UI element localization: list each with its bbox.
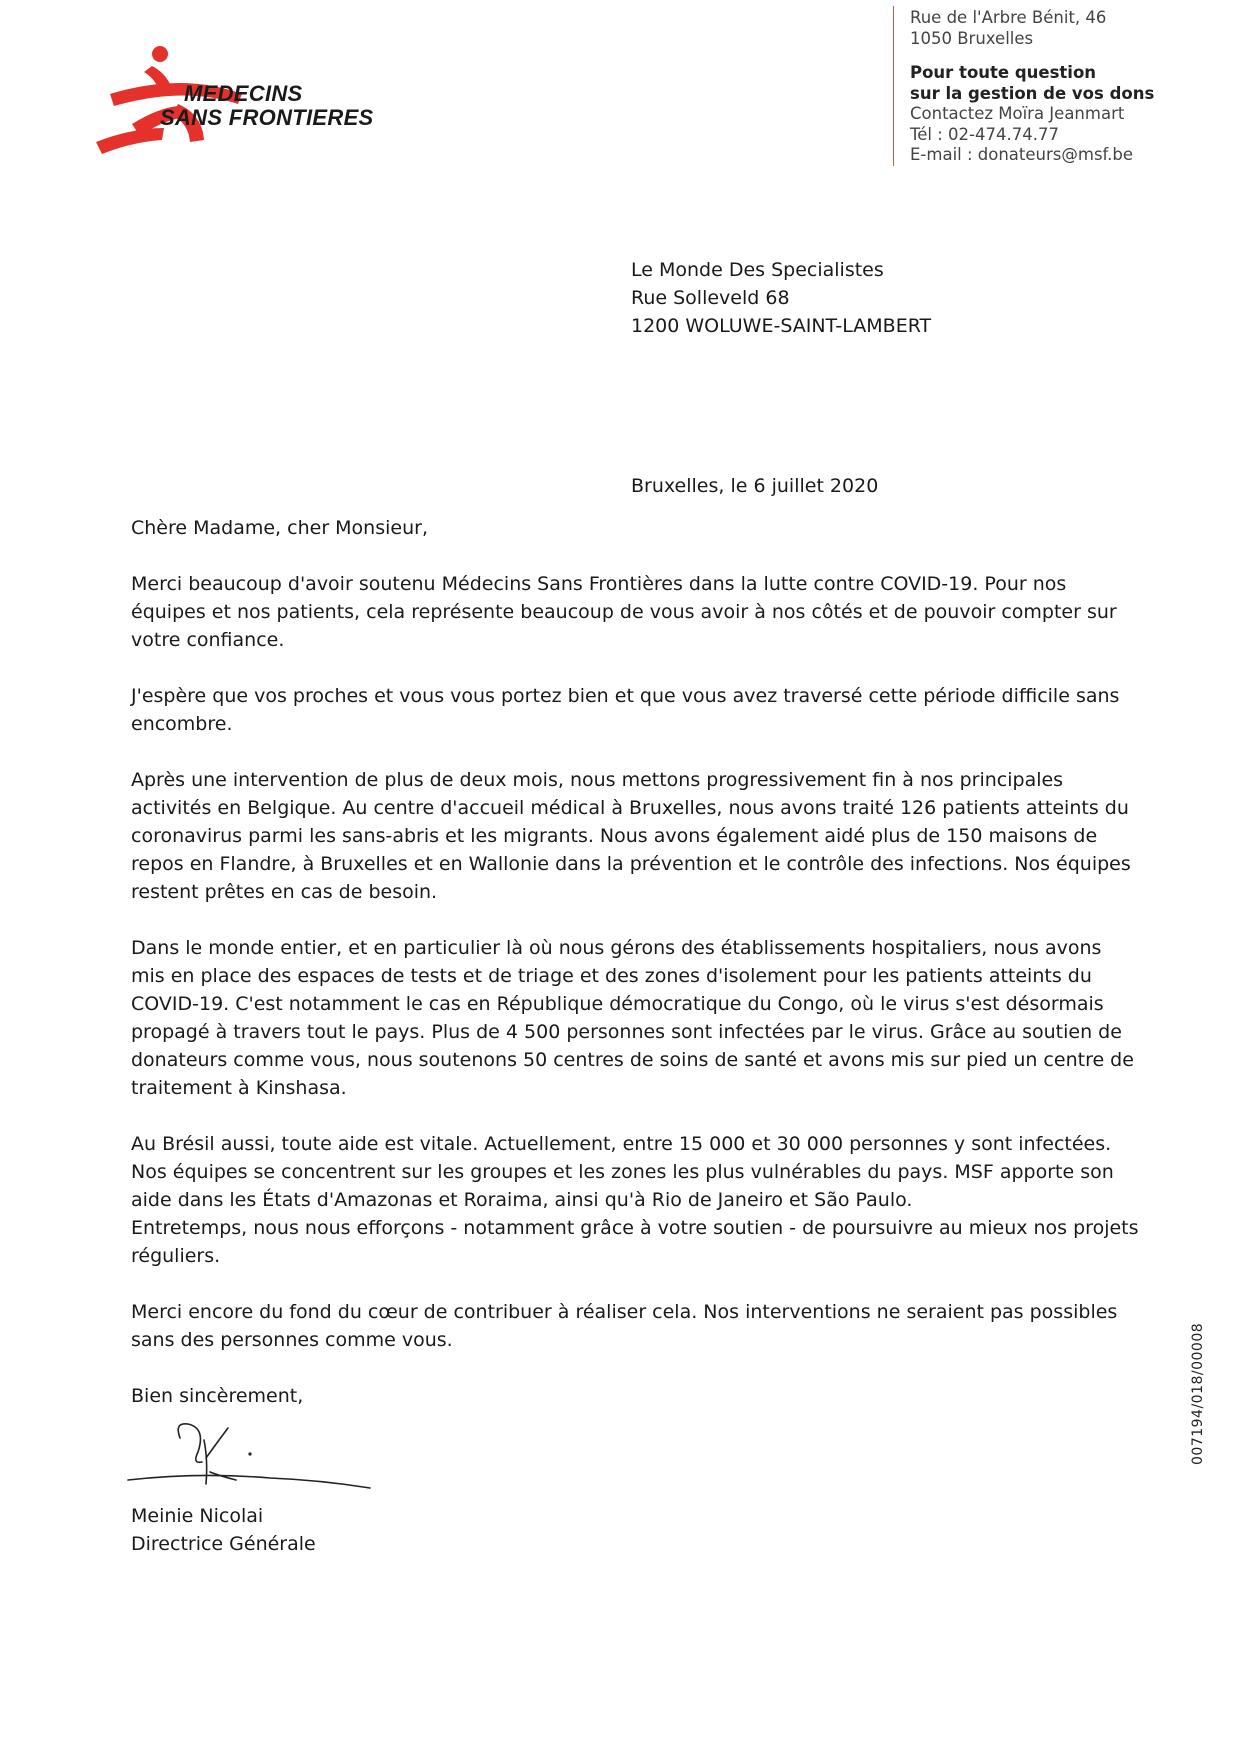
paragraph-brazil xyxy=(131,1130,1141,1270)
msf-wordmark xyxy=(160,82,374,130)
question-heading-line2: sur la gestion de vos dons xyxy=(910,83,1155,103)
paragraph-brazil-text: Au Brésil aussi, toute aide est vitale. Actuellement, entre 15 000 et 30 000 personnes y sont infectées. Nos équipes se concentrent sur les groupes et les zones les plus vulnérables du pays. MSF apporte son aide dans les États d'Amazonas et Roraima, ainsi qu'à Rio de Janeiro et São Paulo. xyxy=(131,1133,1114,1211)
sender-address-line2: 1050 Bruxelles xyxy=(910,28,1034,48)
signer-block xyxy=(131,1502,316,1558)
contact-email: E-mail : donateurs@msf.be xyxy=(910,145,1134,164)
contact-person: Contactez Moïra Jeanmart xyxy=(910,104,1125,123)
signer-name: Meinie Nicolai xyxy=(131,1505,264,1527)
salutation: Chère Madame, cher Monsieur, xyxy=(131,517,428,539)
question-heading-line1: Pour toute question xyxy=(910,63,1097,82)
paragraph-belgium: Après une intervention de plus de deux mois, nous mettons progressivement fin à nos principales activités en Belgique. Au centre d'accueil médical à Bruxelles, nous avons traité 126 patients atteints du coronavirus parmi les sans-abris et les migrants. Nous avons également aidé plus de 150 maisons de repos en Flandre, à Bruxelles et en Wallonie dans la prévention et le contrôle des infections. Nos équipes restent prêtes en cas de besoin. xyxy=(131,769,1131,903)
paragraph-wellbeing: J'espère que vos proches et vous vous portez bien et que vous avez traversé cette période difficile sans encombre. xyxy=(131,685,1120,735)
paragraph-closing: Merci encore du fond du cœur de contribuer à réaliser cela. Nos interventions ne seraient pas possibles sans des personnes comme vous. xyxy=(131,1301,1118,1351)
contact-phone: Tél : 02-474.74.77 xyxy=(910,124,1059,144)
letter-date: Bruxelles, le 6 juillet 2020 xyxy=(631,475,879,497)
paragraph-brazil-continued: Entretemps, nous nous efforçons - notamment grâce à votre soutien - de poursuivre au mieux nos projets réguliers. xyxy=(131,1217,1139,1267)
reference-code: 007194/018/00008 xyxy=(1190,1322,1206,1465)
recipient-city: 1200 WOLUWE-SAINT-LAMBERT xyxy=(631,315,932,337)
sender-info xyxy=(910,8,1230,166)
handwritten-signature xyxy=(120,1414,390,1504)
recipient-name: Le Monde Des Specialistes xyxy=(631,259,884,281)
letter-body xyxy=(131,514,1141,1438)
signer-title: Directrice Générale xyxy=(131,1533,316,1555)
signoff: Bien sincèrement, xyxy=(131,1385,304,1407)
recipient-address xyxy=(631,256,931,340)
recipient-street: Rue Solleveld 68 xyxy=(631,287,790,309)
paragraph-world: Dans le monde entier, et en particulier là où nous gérons des établissements hospitaliers, nous avons mis en place des espaces de tests et de triage et des zones d'isolement pour les patients atteints du COVID-19. C'est notamment le cas en République démocratique du Congo, où le virus s'est désormais propagé à travers tout le pays. Plus de 4 500 personnes sont infectées par le virus. Grâce au soutien de donateurs comme vous, nous soutenons 50 centres de soins de santé et avons mis sur pied un centre de traitement à Kinshasa. xyxy=(131,937,1134,1099)
paragraph-thanks: Merci beaucoup d'avoir soutenu Médecins Sans Frontières dans la lutte contre COVID-19. Pour nos équipes et nos patients, cela représente beaucoup de vous avoir à nos côtés et de pouvoir compter sur votre confiance. xyxy=(131,573,1117,651)
logo-line-2: SANS FRONTIERES xyxy=(160,105,374,130)
logo-line-1: MEDECINS xyxy=(184,81,303,106)
header-divider xyxy=(893,6,894,166)
sender-address-line1: Rue de l'Arbre Bénit, 46 xyxy=(910,8,1107,27)
